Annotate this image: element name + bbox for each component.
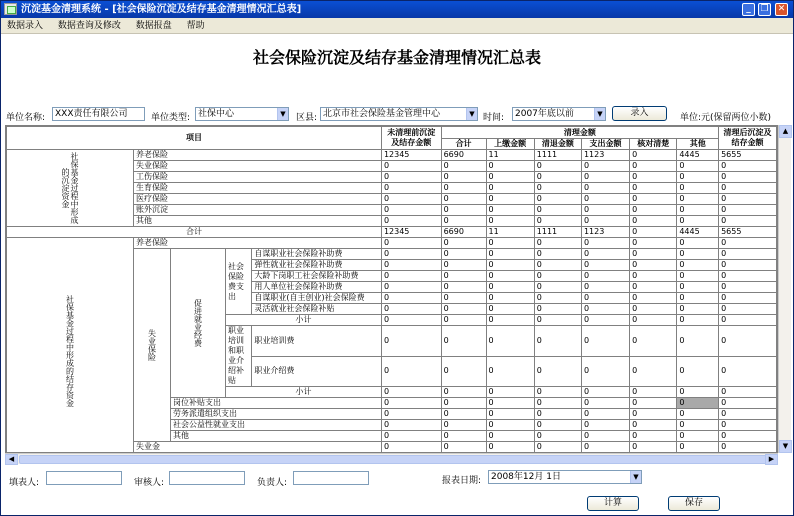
cell[interactable]: 0 — [534, 304, 581, 315]
cell[interactable]: 0 — [381, 183, 441, 194]
cell[interactable]: 0 — [441, 161, 486, 172]
cell[interactable]: 0 — [630, 194, 677, 205]
cell[interactable]: 0 — [719, 326, 777, 357]
cell[interactable]: 0 — [486, 183, 534, 194]
district-label: 区县: — [296, 113, 318, 123]
table-row — [7, 238, 777, 249]
group1-label: 社保基金过程中形成的沉淀资金 — [7, 150, 134, 227]
cell[interactable]: 0 — [677, 315, 719, 326]
cell[interactable]: 0 — [677, 387, 719, 398]
cell[interactable]: 0 — [630, 227, 677, 238]
cell[interactable]: 0 — [719, 356, 777, 387]
cell[interactable]: 0 — [719, 442, 777, 453]
menu-bar — [1, 18, 793, 34]
col-header-spent: 支出金额 — [581, 139, 629, 150]
cell[interactable]: 0 — [441, 194, 486, 205]
window-title: 沉淀基金清理系统 - [社会保险沉淀及结存基金清理情况汇总表] — [21, 4, 302, 15]
cell[interactable]: 0 — [441, 238, 486, 249]
cell[interactable]: 0 — [441, 293, 486, 304]
cell[interactable]: 0 — [581, 442, 629, 453]
cell[interactable]: 0 — [486, 315, 534, 326]
cell[interactable]: 0 — [719, 398, 777, 409]
cell[interactable]: 0 — [441, 431, 486, 442]
row-label: 失业金 — [134, 442, 382, 453]
cell[interactable]: 0 — [441, 271, 486, 282]
col-header-refund: 清退金额 — [534, 139, 581, 150]
cell[interactable]: 0 — [630, 431, 677, 442]
menu-help[interactable]: 帮助 — [186, 21, 205, 31]
cell[interactable]: 0 — [719, 216, 777, 227]
cell[interactable]: 5655 — [719, 227, 777, 238]
cell[interactable]: 0 — [630, 150, 677, 161]
cell[interactable]: 0 — [534, 271, 581, 282]
cell[interactable]: 0 — [630, 161, 677, 172]
cell[interactable]: 0 — [677, 216, 719, 227]
cell[interactable]: 0 — [677, 249, 719, 260]
cell[interactable]: 0 — [581, 271, 629, 282]
cell[interactable]: 0 — [534, 172, 581, 183]
unit-type-select[interactable] — [195, 107, 289, 121]
cell[interactable]: 0 — [581, 172, 629, 183]
row-label: 医疗保险 — [134, 194, 382, 205]
date-picker[interactable] — [488, 470, 642, 484]
cell[interactable]: 0 — [441, 172, 486, 183]
cell[interactable]: 0 — [719, 194, 777, 205]
cell[interactable]: 6690 — [441, 227, 486, 238]
cell[interactable]: 0 — [581, 356, 629, 387]
cell[interactable]: 0 — [486, 161, 534, 172]
cell[interactable]: 0 — [441, 387, 486, 398]
cell[interactable]: 0 — [486, 205, 534, 216]
cell[interactable]: 0 — [534, 326, 581, 357]
cell[interactable]: 0 — [630, 172, 677, 183]
cell[interactable]: 0 — [486, 249, 534, 260]
cell[interactable]: 0 — [581, 431, 629, 442]
data-grid[interactable] — [5, 125, 778, 453]
cell[interactable]: 0 — [719, 315, 777, 326]
row-label: 失业保险 — [134, 161, 382, 172]
cell[interactable]: 0 — [381, 238, 441, 249]
cell[interactable]: 0 — [677, 398, 719, 409]
restore-button[interactable]: ❐ — [758, 3, 771, 16]
shebao-label: 社会保险费支出 — [226, 249, 252, 315]
cell[interactable]: 0 — [381, 304, 441, 315]
cell[interactable]: 0 — [581, 387, 629, 398]
close-button[interactable]: ✕ — [775, 3, 788, 16]
cell[interactable]: 0 — [381, 356, 441, 387]
cell[interactable]: 0 — [677, 293, 719, 304]
cell[interactable]: 0 — [630, 442, 677, 453]
cell[interactable]: 0 — [534, 442, 581, 453]
cell[interactable]: 0 — [630, 293, 677, 304]
row-label: 自谋职业社会保险补助费 — [252, 249, 382, 260]
cell[interactable]: 0 — [441, 442, 486, 453]
cell[interactable]: 0 — [719, 249, 777, 260]
cell[interactable]: 0 — [381, 326, 441, 357]
cell[interactable]: 0 — [719, 172, 777, 183]
cell[interactable]: 0 — [381, 172, 441, 183]
cell[interactable]: 0 — [630, 315, 677, 326]
enter-button[interactable]: 录入 — [612, 106, 667, 121]
cell[interactable]: 0 — [630, 409, 677, 420]
cell[interactable]: 0 — [534, 282, 581, 293]
cell[interactable]: 0 — [677, 442, 719, 453]
cell[interactable]: 0 — [486, 326, 534, 357]
cell[interactable]: 0 — [581, 326, 629, 357]
cell[interactable]: 0 — [486, 420, 534, 431]
row-label: 其他 — [134, 216, 382, 227]
minimize-button[interactable]: _ — [742, 3, 755, 16]
cell[interactable]: 0 — [486, 409, 534, 420]
reviewer-input[interactable] — [169, 471, 245, 485]
cell[interactable]: 0 — [486, 431, 534, 442]
cell[interactable]: 0 — [630, 387, 677, 398]
cell[interactable]: 12345 — [381, 227, 441, 238]
cell[interactable]: 0 — [534, 431, 581, 442]
cell[interactable]: 0 — [719, 161, 777, 172]
cell[interactable]: 0 — [719, 205, 777, 216]
cell[interactable]: 0 — [581, 420, 629, 431]
date-label: 报表日期: — [442, 476, 482, 486]
cell[interactable]: 0 — [381, 161, 441, 172]
cell[interactable]: 0 — [677, 205, 719, 216]
table-row — [7, 227, 777, 238]
cell[interactable]: 12345 — [381, 150, 441, 161]
cell[interactable]: 0 — [486, 260, 534, 271]
cell[interactable]: 1111 — [534, 150, 581, 161]
cell[interactable]: 0 — [719, 409, 777, 420]
cell[interactable]: 0 — [441, 183, 486, 194]
cell[interactable]: 0 — [441, 249, 486, 260]
cell[interactable]: 0 — [381, 387, 441, 398]
cell[interactable]: 1123 — [581, 227, 629, 238]
shiye-label: 失业保险 — [134, 249, 171, 442]
col-header-item: 项目 — [7, 127, 382, 150]
col-header-cleanup: 清理金额 — [441, 127, 719, 139]
cell[interactable]: 0 — [381, 409, 441, 420]
unit-name-label: 单位名称: — [6, 113, 46, 123]
cell[interactable]: 0 — [486, 216, 534, 227]
cell[interactable]: 0 — [381, 282, 441, 293]
cell[interactable]: 0 — [534, 293, 581, 304]
cell[interactable]: 0 — [719, 420, 777, 431]
cell[interactable]: 0 — [630, 282, 677, 293]
table-body — [7, 150, 777, 464]
cell[interactable]: 0 — [486, 238, 534, 249]
row-label: 自谋职业(自主创业)社会保险费 — [252, 293, 382, 304]
cell[interactable]: 0 — [677, 172, 719, 183]
cell[interactable]: 0 — [486, 387, 534, 398]
cell[interactable]: 0 — [441, 420, 486, 431]
row-label: 工伤保险 — [134, 172, 382, 183]
chevron-down-icon[interactable]: ▼ — [466, 108, 477, 120]
cell[interactable]: 0 — [441, 398, 486, 409]
row-label: 账外沉淀 — [134, 205, 382, 216]
scroll-left-icon[interactable]: ◀ — [5, 454, 18, 465]
app-icon — [4, 3, 17, 15]
cell[interactable]: 0 — [630, 260, 677, 271]
cell[interactable]: 0 — [441, 205, 486, 216]
filler-label: 填表人: — [9, 478, 40, 488]
cell[interactable]: 0 — [719, 293, 777, 304]
cell[interactable]: 0 — [630, 398, 677, 409]
title-bar — [1, 1, 793, 18]
cell[interactable]: 0 — [630, 304, 677, 315]
manager-label: 负责人: — [257, 478, 288, 488]
cell[interactable]: 0 — [581, 249, 629, 260]
cell[interactable]: 0 — [381, 442, 441, 453]
menu-data-entry[interactable]: 数据录入 — [7, 21, 44, 31]
cell[interactable]: 0 — [486, 293, 534, 304]
cell[interactable]: 0 — [719, 271, 777, 282]
cell[interactable]: 0 — [719, 387, 777, 398]
cell[interactable]: 0 — [441, 356, 486, 387]
cell[interactable]: 0 — [441, 409, 486, 420]
unit-name-input[interactable]: XXX责任有限公司 — [52, 107, 145, 121]
cell[interactable]: 0 — [581, 216, 629, 227]
scroll-down-icon[interactable]: ▼ — [779, 440, 792, 453]
row-label: 其他 — [171, 431, 382, 442]
cell[interactable]: 0 — [581, 304, 629, 315]
cell[interactable]: 0 — [486, 304, 534, 315]
cell[interactable]: 0 — [441, 304, 486, 315]
cell[interactable]: 0 — [441, 260, 486, 271]
col-header-other: 其他 — [677, 139, 719, 150]
cell[interactable]: 0 — [630, 238, 677, 249]
cell[interactable]: 0 — [381, 205, 441, 216]
cell[interactable]: 0 — [581, 398, 629, 409]
cell[interactable]: 0 — [534, 398, 581, 409]
row-label: 生育保险 — [134, 183, 382, 194]
summary-table — [6, 126, 777, 464]
cell[interactable]: 0 — [630, 183, 677, 194]
cell[interactable]: 0 — [381, 249, 441, 260]
time-label: 时间: — [483, 113, 505, 123]
cell[interactable]: 0 — [534, 238, 581, 249]
row-label: 小计 — [226, 315, 382, 326]
cell[interactable]: 0 — [534, 387, 581, 398]
district-value: 北京市社会保险基金管理中心 — [323, 109, 441, 119]
save-button[interactable]: 保存 — [668, 496, 720, 511]
cell[interactable]: 0 — [534, 249, 581, 260]
cell[interactable]: 0 — [486, 172, 534, 183]
cell[interactable]: 1111 — [534, 227, 581, 238]
cell[interactable]: 0 — [677, 271, 719, 282]
cell[interactable]: 0 — [441, 326, 486, 357]
time-select[interactable] — [512, 107, 606, 121]
cell[interactable]: 0 — [581, 315, 629, 326]
cell[interactable]: 0 — [486, 398, 534, 409]
cell[interactable]: 0 — [581, 260, 629, 271]
cell[interactable]: 0 — [486, 282, 534, 293]
col-header-total: 合计 — [441, 139, 486, 150]
cell[interactable]: 0 — [581, 183, 629, 194]
peixun-label: 职业培训和职业介绍补贴 — [226, 326, 252, 387]
cell[interactable]: 0 — [677, 420, 719, 431]
cell[interactable]: 0 — [381, 315, 441, 326]
cell[interactable]: 0 — [381, 216, 441, 227]
cell[interactable]: 0 — [381, 431, 441, 442]
row-label: 合计 — [7, 227, 382, 238]
reviewer-label: 审核人: — [134, 478, 165, 488]
col-header-writeoff: 核对清楚 — [630, 139, 677, 150]
cell[interactable]: 0 — [534, 205, 581, 216]
cell[interactable]: 0 — [441, 282, 486, 293]
cell[interactable]: 0 — [630, 356, 677, 387]
row-label: 灵活就业社会保险补贴 — [252, 304, 382, 315]
cell[interactable]: 0 — [581, 161, 629, 172]
cell[interactable]: 0 — [534, 315, 581, 326]
calculate-button[interactable]: 计算 — [587, 496, 639, 511]
cell[interactable]: 0 — [381, 271, 441, 282]
cell[interactable]: 11 — [486, 150, 534, 161]
district-select[interactable] — [320, 107, 478, 121]
cell[interactable]: 0 — [441, 216, 486, 227]
cell[interactable]: 11 — [486, 227, 534, 238]
cell[interactable]: 0 — [677, 183, 719, 194]
col-header-before: 未清理前沉淀及结存金额 — [381, 127, 441, 150]
cell[interactable]: 4445 — [677, 227, 719, 238]
cell[interactable]: 0 — [581, 282, 629, 293]
cell[interactable]: 0 — [677, 409, 719, 420]
chevron-down-icon[interactable]: ▼ — [277, 108, 288, 120]
row-label: 养老保险 — [134, 150, 382, 161]
chevron-down-icon[interactable]: ▼ — [594, 108, 605, 120]
manager-input[interactable] — [293, 471, 369, 485]
cell[interactable]: 0 — [581, 293, 629, 304]
time-value: 2007年底以前 — [515, 109, 574, 119]
report-title: 社会保险沉淀及结存基金清理情况汇总表 — [252, 48, 541, 67]
scroll-right-icon[interactable]: ▶ — [765, 454, 778, 465]
row-label: 弹性就业社会保险补助费 — [252, 260, 382, 271]
cell[interactable]: 5655 — [719, 150, 777, 161]
cell[interactable]: 0 — [630, 271, 677, 282]
cell[interactable]: 0 — [486, 442, 534, 453]
cell[interactable]: 0 — [677, 161, 719, 172]
cell[interactable]: 0 — [630, 216, 677, 227]
cell[interactable]: 0 — [677, 326, 719, 357]
cell[interactable]: 0 — [534, 260, 581, 271]
menu-query-edit[interactable]: 数据查询及修改 — [57, 21, 121, 31]
cell[interactable]: 0 — [677, 238, 719, 249]
cell[interactable]: 1123 — [581, 150, 629, 161]
row-label: 养老保险 — [134, 238, 382, 249]
cell[interactable]: 0 — [630, 420, 677, 431]
cell[interactable]: 0 — [534, 420, 581, 431]
cell[interactable]: 0 — [486, 194, 534, 205]
cell[interactable]: 0 — [534, 216, 581, 227]
unit-type-label: 单位类型: — [151, 113, 191, 123]
row-label: 大龄下岗职工社会保险补助费 — [252, 271, 382, 282]
cell[interactable]: 4445 — [677, 150, 719, 161]
cell[interactable]: 6690 — [441, 150, 486, 161]
cell[interactable]: 0 — [719, 183, 777, 194]
cell[interactable]: 0 — [381, 194, 441, 205]
horizontal-scrollbar[interactable] — [5, 453, 778, 464]
cell[interactable]: 0 — [719, 282, 777, 293]
scroll-up-icon[interactable]: ▲ — [779, 125, 792, 138]
cell[interactable]: 0 — [381, 398, 441, 409]
cujin-label: 促进就业经费 — [171, 249, 226, 398]
menu-data-export[interactable]: 数据报盘 — [135, 21, 172, 31]
cell[interactable]: 0 — [381, 293, 441, 304]
group2-label: 社保基金过程中形成的结存资金 — [7, 238, 134, 464]
cell[interactable]: 0 — [719, 304, 777, 315]
date-value: 2008年12月 1日 — [491, 472, 561, 482]
col-header-after: 清理后沉淀及结存金额 — [719, 127, 777, 150]
cell[interactable]: 0 — [719, 260, 777, 271]
cell[interactable]: 0 — [677, 304, 719, 315]
cell[interactable]: 0 — [581, 238, 629, 249]
filler-input[interactable] — [46, 471, 122, 485]
cell[interactable]: 0 — [534, 183, 581, 194]
cell[interactable]: 0 — [441, 315, 486, 326]
row-label: 社会公益性就业支出 — [171, 420, 382, 431]
cell[interactable]: 0 — [534, 161, 581, 172]
cell[interactable]: 0 — [630, 249, 677, 260]
cell[interactable]: 0 — [381, 260, 441, 271]
cell[interactable]: 0 — [719, 431, 777, 442]
table-row — [7, 150, 777, 161]
cell[interactable]: 0 — [719, 238, 777, 249]
cell[interactable]: 0 — [677, 260, 719, 271]
cell[interactable]: 0 — [677, 356, 719, 387]
cell[interactable]: 0 — [581, 205, 629, 216]
vertical-scrollbar[interactable] — [778, 125, 791, 453]
row-label: 职业介绍费 — [252, 356, 382, 387]
cell[interactable]: 0 — [534, 194, 581, 205]
cell[interactable]: 0 — [534, 409, 581, 420]
unit-note: 单位:元(保留两位小数) — [680, 113, 772, 123]
cell[interactable]: 0 — [486, 356, 534, 387]
row-label: 岗位补贴支出 — [171, 398, 382, 409]
row-label: 用人单位社会保险补助费 — [252, 282, 382, 293]
cell[interactable]: 0 — [677, 194, 719, 205]
unit-type-value: 社保中心 — [198, 109, 235, 119]
cell[interactable]: 0 — [486, 271, 534, 282]
scroll-thumb[interactable] — [19, 455, 767, 464]
col-header-paid: 上缴金额 — [486, 139, 534, 150]
cell[interactable]: 0 — [381, 420, 441, 431]
cell[interactable]: 0 — [630, 326, 677, 357]
row-label: 劳务派遣组织支出 — [171, 409, 382, 420]
row-label: 小计 — [226, 387, 382, 398]
cell[interactable]: 0 — [534, 356, 581, 387]
cell[interactable]: 0 — [581, 194, 629, 205]
cell[interactable]: 0 — [630, 205, 677, 216]
cell[interactable]: 0 — [677, 282, 719, 293]
row-label: 职业培训费 — [252, 326, 382, 357]
cell[interactable]: 0 — [581, 409, 629, 420]
cell[interactable]: 0 — [677, 431, 719, 442]
chevron-down-icon[interactable]: ▼ — [630, 471, 641, 483]
